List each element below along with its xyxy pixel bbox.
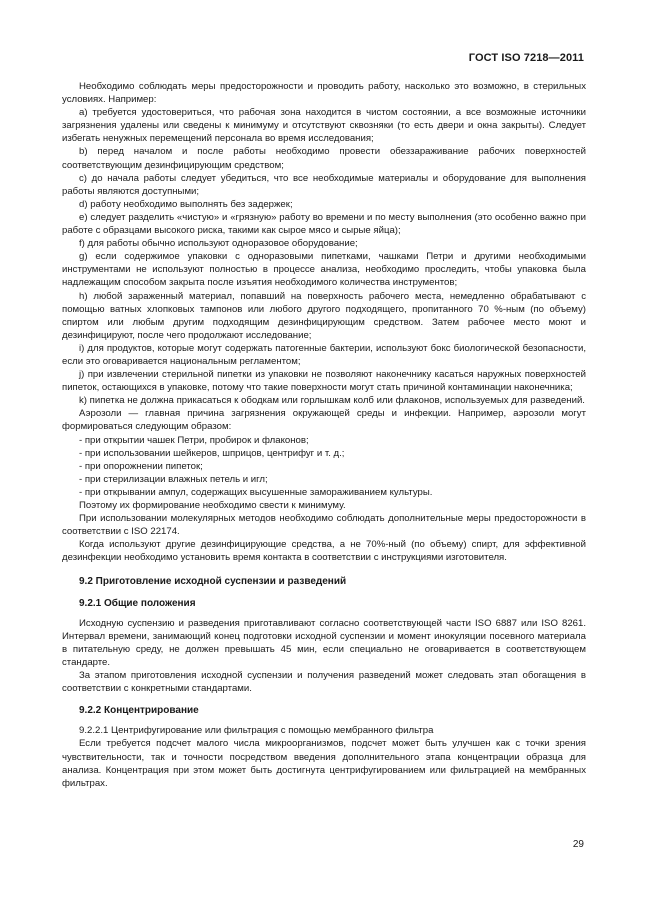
list-item-e: е) следует разделить «чистую» и «грязную» работу во времени и по месту выполнения (это особенно важно при работе с образцами высокого риска, такими как сырое мясо и сырые яйца); [62, 211, 586, 237]
page-content [62, 80, 586, 790]
dash-item: - при открывании ампул, содержащих высушенные замораживанием культуры. [79, 486, 433, 498]
list-item-j: j) при извлечении стерильной пипетки из упаковки не позволяют наконечнику касаться наружных поверхностей пипеток, остающихся в упаковке, потому что такие поверхности могут стать причиной контаминации наконечника; [62, 369, 586, 394]
document-header: ГОСТ ISO 7218—2011 [468, 52, 584, 64]
section-heading-9-2-2: 9.2.2 Концентрирование [79, 705, 199, 717]
disinfect-paragraph: Когда используют другие дезинфицирующие средства, а не 70%-ный (по объему) спирт, для эффективной дезинфекции необходимо установить время контакта в соответствии с инструкциями изготовителя. [62, 539, 586, 564]
minimize-paragraph: Поэтому их формирование необходимо свести к минимуму. [79, 500, 346, 511]
subsection-title-9-2-2-1: 9.2.2.1 Центрифугирование или фильтрация с помощью мембранного фильтра [79, 725, 434, 737]
molecular-paragraph: При использовании молекулярных методов необходимо соблюдать дополнительные меры предосторожности в соответствии с ISO 22174. [62, 513, 586, 538]
list-item-b: b) перед началом и после работы необходимо провести обеззараживание рабочих поверхностей соответствующим дезинфицирующим средством; [62, 146, 586, 171]
list-item-k: k) пипетка не должна прикасаться к ободкам или горлышкам колб или флаконов, используемых для разведений. [79, 395, 585, 407]
dash-item: - при использовании шейкеров, шприцов, центрифуг и т. д.; [79, 447, 345, 459]
section-heading-9-2-1: 9.2.1 Общие положения [79, 597, 196, 609]
paragraph-9-2-1-a: Исходную суспензию и разведения приготавливают согласно соответствующей части ISO 6887 или ISO 8261. Интервал времени, занимающий конец подготовки исходной суспензии и момент инокуляции посевного материала в питательную среду, не должен превышать 45 мин, если специально не оговаривается в соответствующем стандарте. [62, 617, 586, 668]
aerosol-paragraph: Аэрозоли — главная причина загрязнения окружающей среды и инфекции. Например, аэрозоли могут формироваться следующим образом: [62, 408, 586, 433]
dash-item: - при открытии чашек Петри, пробирок и флаконов; [79, 434, 309, 446]
list-item-i: i) для продуктов, которые могут содержать патогенные бактерии, используют бокс биологической безопасности, если это оговаривается национальным регламентом; [62, 342, 586, 367]
section-heading-9-2: 9.2 Приготовление исходной суспензии и разведений [79, 576, 347, 588]
intro-paragraph: Необходимо соблюдать меры предосторожности и проводить работу, насколько это возможно, в стерильных условиях. Например: [62, 81, 586, 106]
page-number: 29 [572, 839, 584, 850]
dash-item: - при стерилизации влажных петель и игл; [79, 473, 268, 485]
paragraph-9-2-2-1: Если требуется подсчет малого числа микроорганизмов, подсчет может быть улучшен как с точки зрения чувствительности, так и точности посредством введения дополнительного этапа концентрации образца для анализа. Концентрация при этом может быть достигнута центрифугированием или фильтрацией на мембранных фильтрах. [62, 738, 586, 789]
list-item-c: с) до начала работы следует убедиться, что все необходимые материалы и оборудование для выполнения работы являются доступными; [62, 172, 586, 197]
list-item-f: f) для работы обычно используют одноразовое оборудование; [79, 238, 358, 250]
list-item-g: g) если содержимое упаковки с одноразовыми пипетками, чашками Петри и другими необходимыми инструментами не используют полностью в процессе анализа, необходимо проследить, чтобы упаковка была надлежащим способом закрыта после изъятия необходимого количества инструментов; [62, 251, 586, 289]
list-item-d: d) работу необходимо выполнять без задержек; [79, 198, 293, 210]
list-item-a: а) требуется удостовериться, что рабочая зона находится в чистом состоянии, а все возможные источники загрязнения удалены или сведены к минимуму и отсутствуют сквозняки (то есть двери и окна закрыты). Следует избегать ненужных перемещений персонала во время исследования; [62, 107, 586, 145]
dash-item: - при опорожнении пипеток; [79, 460, 203, 472]
paragraph-9-2-1-b: За этапом приготовления исходной суспензии и получения разведений может следовать этап обогащения в соответствии с конкретными стандартами. [62, 670, 586, 695]
list-item-h: h) любой зараженный материал, попавший на поверхность рабочего места, немедленно обрабатывают с помощью ватных хлопковых тампонов или любого другого подходящего, пропитанного 70 %-ным (по объему) спиртом или любым другим подходящим дезинфицирующим средством. Затем рабочее место моют и дезинфицируют, после чего продолжают исследование; [62, 290, 586, 341]
